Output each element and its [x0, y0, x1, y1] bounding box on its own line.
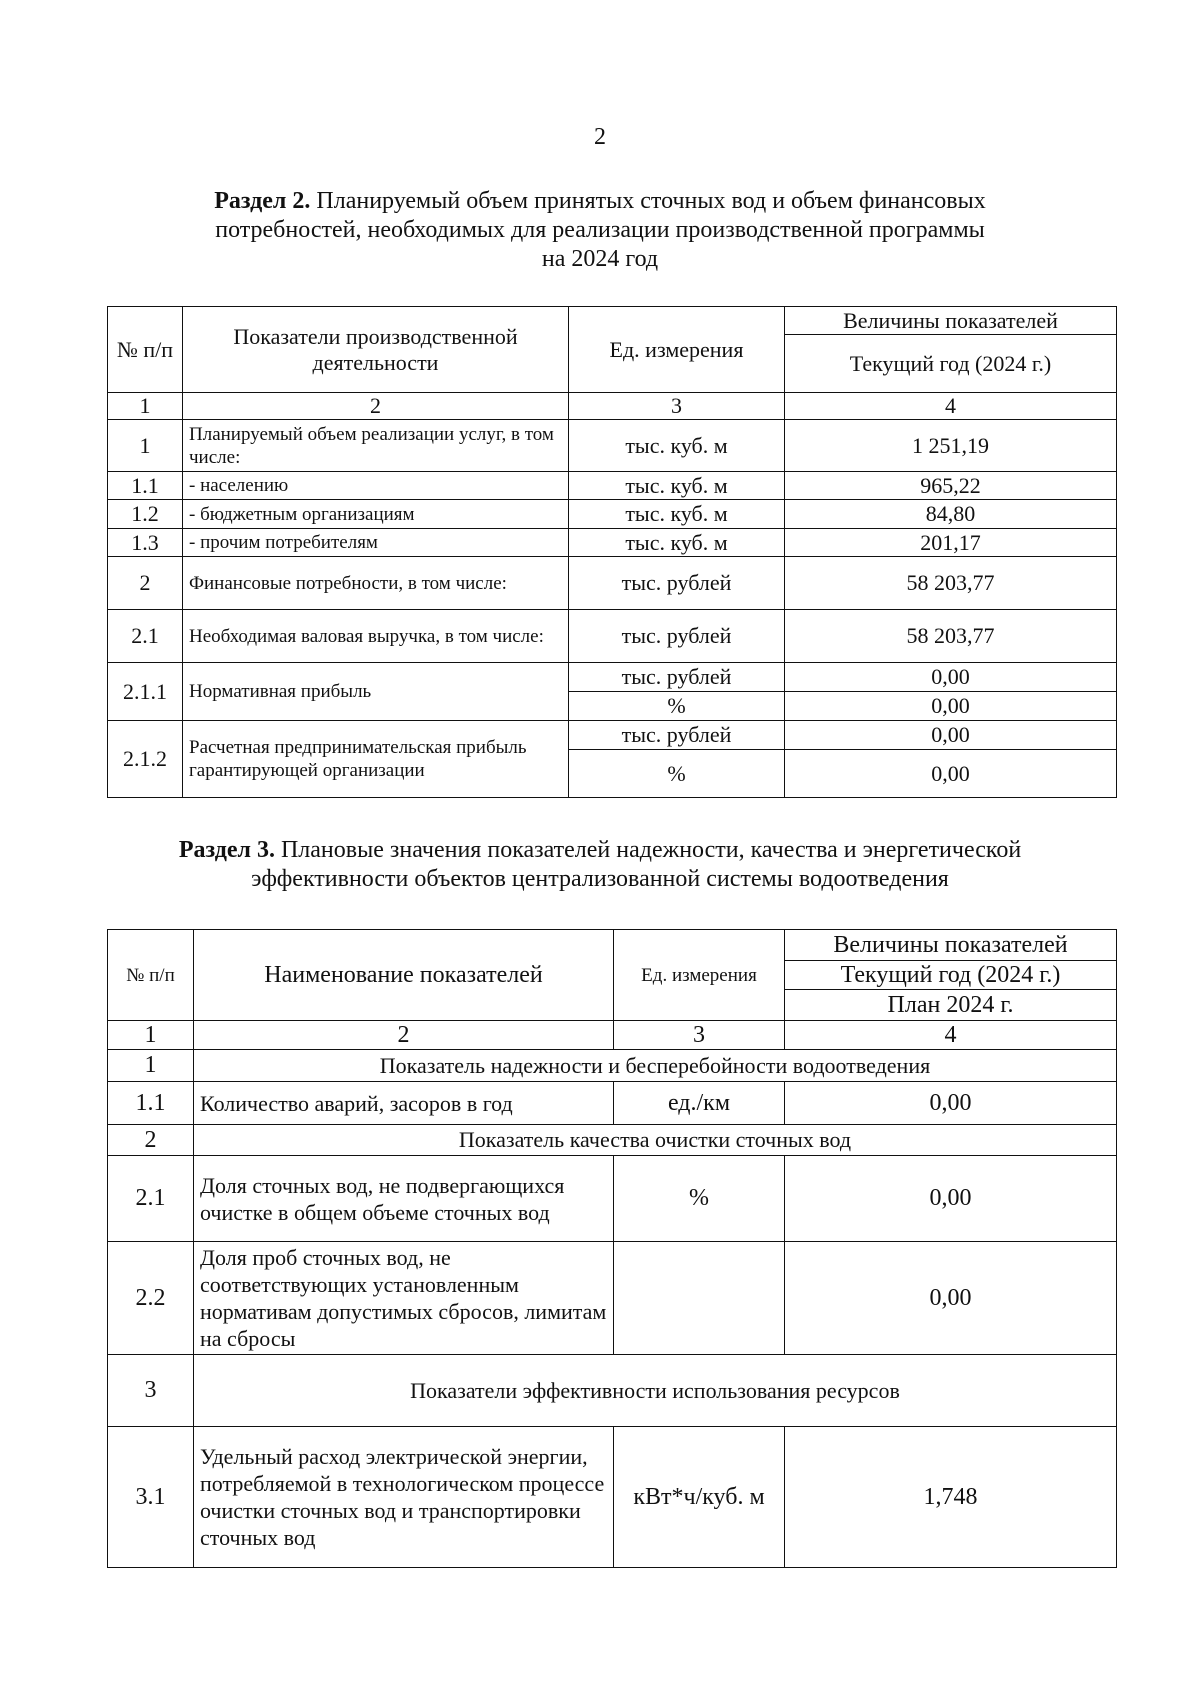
row-unit: % — [569, 750, 785, 798]
row-num: 1.2 — [108, 500, 183, 529]
row-value: 201,17 — [785, 529, 1117, 557]
col-number: 1 — [108, 1021, 194, 1050]
table-row — [108, 420, 1117, 472]
section2-title-line-3: на 2024 год — [541, 246, 659, 272]
table-row — [108, 557, 1117, 610]
col-number: 2 — [194, 1021, 614, 1050]
group-row — [108, 1050, 1117, 1082]
row-value: 84,80 — [785, 500, 1117, 529]
header-values: Величины показателей — [785, 307, 1117, 335]
table-row — [108, 610, 1117, 663]
row-num: 2.1 — [108, 610, 183, 663]
row-num: 1 — [108, 1050, 194, 1082]
row-num: 3.1 — [108, 1427, 194, 1568]
group-title: Показатель надежности и бесперебойности водоотведения — [194, 1050, 1117, 1082]
row-name: Необходимая валовая выручка, в том числе: — [183, 610, 569, 663]
row-name: - бюджетным организациям — [183, 500, 569, 529]
row-num: 1.1 — [108, 472, 183, 500]
row-num: 2 — [108, 1125, 194, 1156]
header-num: № п/п — [108, 307, 183, 393]
row-value: 0,00 — [785, 692, 1117, 721]
row-num: 3 — [108, 1355, 194, 1427]
row-unit — [614, 1242, 785, 1355]
row-unit: тыс. рублей — [569, 557, 785, 610]
header-indicator: Наименование показателей — [194, 930, 614, 1021]
row-value: 0,00 — [785, 750, 1117, 798]
table-row — [108, 721, 1117, 750]
row-value: 58 203,77 — [785, 610, 1117, 663]
row-name: Удельный расход электрической энергии, потребляемой в технологическом процессе очистки сточных вод и транспортировки сточных вод — [194, 1427, 614, 1568]
header-unit: Ед. измерения — [569, 307, 785, 393]
col-number: 1 — [108, 393, 183, 420]
page-number: 2 — [594, 124, 606, 150]
row-value: 0,00 — [785, 1242, 1117, 1355]
group-title: Показатель качества очистки сточных вод — [194, 1125, 1117, 1156]
row-unit: тыс. куб. м — [569, 529, 785, 557]
col-number: 3 — [569, 393, 785, 420]
row-name: Количество аварий, засоров в год — [194, 1082, 614, 1125]
header-current-year: Текущий год (2024 г.) — [785, 961, 1117, 990]
row-name: Расчетная предпринимательская прибыль гарантирующей организации — [183, 721, 569, 798]
table-row — [108, 500, 1117, 529]
row-unit: % — [614, 1156, 785, 1242]
row-num: 2.1.1 — [108, 663, 183, 721]
section3-label: Раздел 3. — [178, 837, 275, 863]
table-row — [108, 529, 1117, 557]
section3-title-line-1: Плановые значения показателей надежности, качества и энергетической — [280, 837, 1022, 863]
row-unit: % — [569, 692, 785, 721]
row-value: 965,22 — [785, 472, 1117, 500]
col-number: 4 — [785, 1021, 1117, 1050]
row-num: 2.1.2 — [108, 721, 183, 798]
row-unit: тыс. куб. м — [569, 500, 785, 529]
col-number: 4 — [785, 393, 1117, 420]
col-number: 2 — [183, 393, 569, 420]
row-name: Нормативная прибыль — [183, 663, 569, 721]
row-name: Доля проб сточных вод, не соответствующих установленным нормативам допустимых сбросов, лимитам на сбросы — [194, 1242, 614, 1355]
header-plan: План 2024 г. — [785, 990, 1117, 1021]
row-num: 1.3 — [108, 529, 183, 557]
section3-table — [107, 929, 1117, 1568]
section3-title-line-2: эффективности объектов централизованной системы водоотведения — [251, 866, 949, 892]
row-num: 1 — [108, 420, 183, 472]
row-name: Финансовые потребности, в том числе: — [183, 557, 569, 610]
row-unit: тыс. рублей — [569, 610, 785, 663]
section2-title-line-2: потребностей, необходимых для реализации производственной программы — [215, 217, 985, 243]
header-indicator: Показатели производственной деятельности — [183, 307, 569, 393]
row-num: 2.2 — [108, 1242, 194, 1355]
row-num: 2.1 — [108, 1156, 194, 1242]
row-value: 1,748 — [785, 1427, 1117, 1568]
section2-title — [0, 187, 1200, 274]
row-unit: тыс. рублей — [569, 663, 785, 692]
section3-title — [0, 836, 1200, 894]
group-row — [108, 1355, 1117, 1427]
row-value: 1 251,19 — [785, 420, 1117, 472]
row-name: - населению — [183, 472, 569, 500]
row-value: 0,00 — [785, 721, 1117, 750]
row-unit: кВт*ч/куб. м — [614, 1427, 785, 1568]
row-value: 0,00 — [785, 663, 1117, 692]
row-unit: ед./км — [614, 1082, 785, 1125]
row-num: 2 — [108, 557, 183, 610]
table-row — [108, 472, 1117, 500]
col-number: 3 — [614, 1021, 785, 1050]
row-value: 0,00 — [785, 1082, 1117, 1125]
row-name: Доля сточных вод, не подвергающихся очистке в общем объеме сточных вод — [194, 1156, 614, 1242]
group-title: Показатели эффективности использования ресурсов — [194, 1355, 1117, 1427]
section2-title-line-1: Планируемый объем принятых сточных вод и объем финансовых — [316, 188, 986, 214]
table-row — [108, 1427, 1117, 1568]
table-row — [108, 1082, 1117, 1125]
row-num: 1.1 — [108, 1082, 194, 1125]
table-row — [108, 1242, 1117, 1355]
header-values: Величины показателей — [785, 930, 1117, 961]
header-unit: Ед. измерения — [614, 930, 785, 1021]
row-unit: тыс. куб. м — [569, 420, 785, 472]
row-value: 0,00 — [785, 1156, 1117, 1242]
row-name: - прочим потребителям — [183, 529, 569, 557]
header-num: № п/п — [108, 930, 194, 1021]
row-unit: тыс. куб. м — [569, 472, 785, 500]
row-value: 58 203,77 — [785, 557, 1117, 610]
header-current-year: Текущий год (2024 г.) — [785, 335, 1117, 393]
row-name: Планируемый объем реализации услуг, в том числе: — [183, 420, 569, 472]
table-row — [108, 663, 1117, 692]
section2-label: Раздел 2. — [214, 188, 311, 214]
table-row — [108, 1156, 1117, 1242]
section2-table — [107, 306, 1117, 798]
group-row — [108, 1125, 1117, 1156]
row-unit: тыс. рублей — [569, 721, 785, 750]
